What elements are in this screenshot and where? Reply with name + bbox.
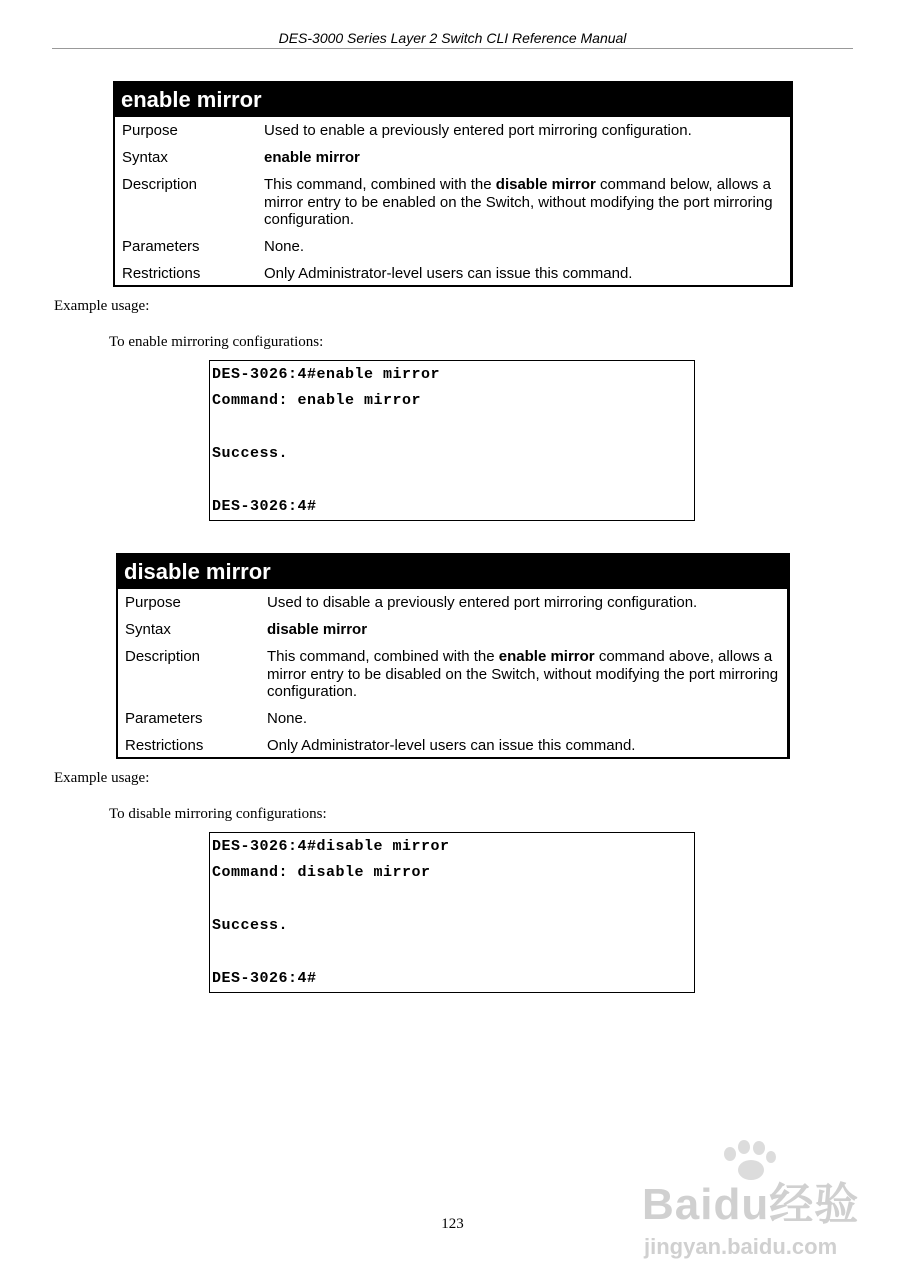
description-value: This command, combined with the disable mirror command below, allows a mirror entry to be enabled on the Switch, without modifying the port mirroring configuration. [264,176,773,228]
page-number: 123 [441,1216,464,1232]
restrictions-label: Restrictions [122,265,201,282]
restrictions-value: Only Administrator-level users can issue this command. [264,265,633,282]
baidu-watermark [640,1140,870,1280]
description-command-ref: enable mirror [498,648,595,665]
parameters-value: None. [264,238,305,255]
disable-mirror-title: disable mirror [118,553,787,589]
purpose-value: Used to disable a previously entered port mirroring configuration. [267,594,698,611]
parameters-row [118,710,787,737]
syntax-label: Syntax [125,621,171,638]
restrictions-row [115,265,790,285]
purpose-value: Used to enable a previously entered port mirroring configuration. [264,122,692,139]
code-line: DES-3026:4# [212,970,317,987]
code-line: Success. [212,445,289,462]
cli-example-box [209,832,695,993]
restrictions-row [118,737,787,757]
page-header-title: DES-3000 Series Layer 2 Switch CLI Reference Manual [278,30,627,46]
enable-mirror-title: enable mirror [115,81,790,117]
code-line: DES-3026:4#disable mirror [212,838,450,855]
parameters-value: None. [267,710,308,727]
example-intro: To enable mirroring configurations: [109,334,324,350]
example-usage-label: Example usage: [54,770,150,786]
code-line: Command: disable mirror [212,864,431,881]
description-value: This command, combined with the enable mirror command above, allows a mirror entry to be disabled on the Switch, without modifying the port mirroring configuration. [267,648,779,700]
restrictions-label: Restrictions [125,737,204,754]
syntax-row [118,621,787,648]
watermark-site: jingyan.baidu.com [644,1234,838,1259]
description-label: Description [122,176,198,193]
description-command-ref: disable mirror [495,176,596,193]
purpose-label: Purpose [125,594,181,611]
watermark-brand: Baidu经验 [642,1180,860,1229]
purpose-row [115,122,790,149]
code-line: Success. [212,917,289,934]
example-intro: To disable mirroring configurations: [109,806,327,822]
description-row [118,648,787,710]
code-line: DES-3026:4#enable mirror [212,366,441,383]
description-label: Description [125,648,201,665]
syntax-value: disable mirror [267,621,368,638]
disable-mirror-table [116,553,790,759]
description-row [115,176,790,238]
purpose-label: Purpose [122,122,178,139]
code-line: DES-3026:4# [212,498,317,515]
parameters-label: Parameters [125,710,203,727]
enable-mirror-table [113,81,793,287]
syntax-row [115,149,790,176]
cli-example-box [209,360,695,521]
syntax-label: Syntax [122,149,168,166]
purpose-row [118,594,787,621]
header-rule [52,48,853,49]
syntax-value: enable mirror [264,149,360,166]
code-line: Command: enable mirror [212,392,422,409]
parameters-row [115,238,790,265]
parameters-label: Parameters [122,238,200,255]
example-usage-label: Example usage: [54,298,150,314]
restrictions-value: Only Administrator-level users can issue this command. [267,737,636,754]
